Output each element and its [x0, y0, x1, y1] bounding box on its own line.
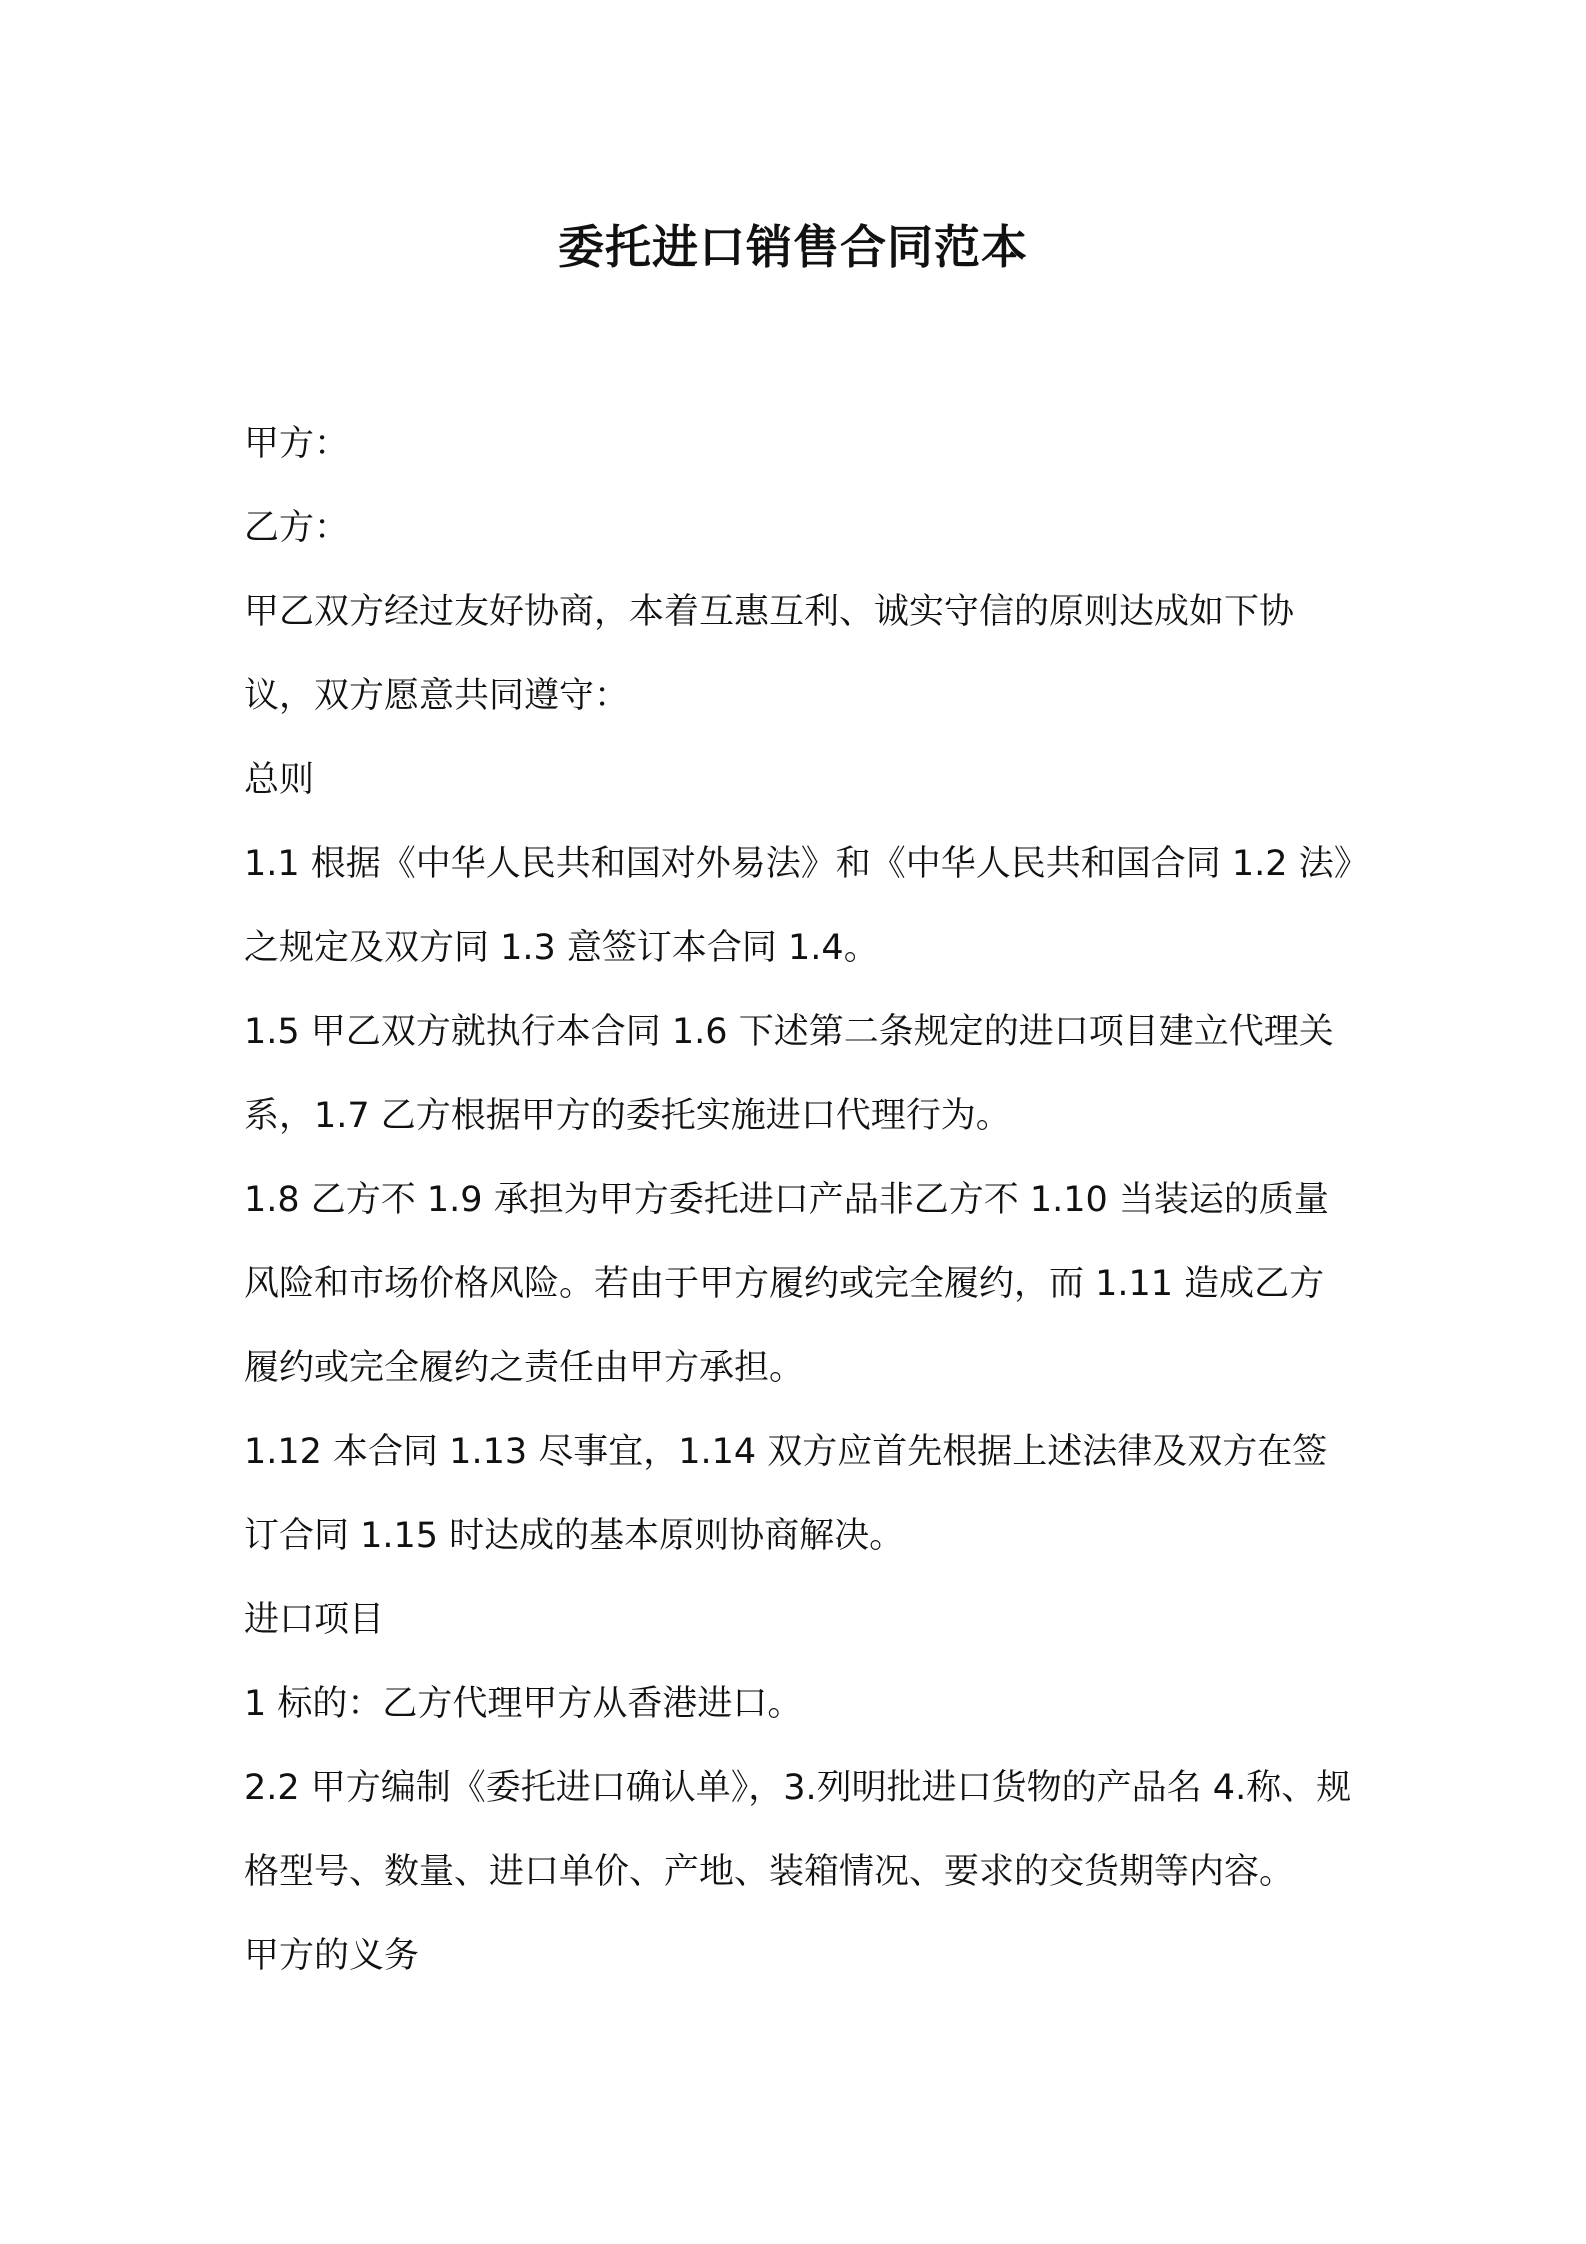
section-heading-party-a-obligations: 甲方的义务: [244, 1936, 420, 1976]
clause-paragraph: 2.2 甲方编制《委托进口确认单》，3.列明批进口货物的产品名 4.称、规格型号、数量、进口单价、产地、装箱情况、要求的交货期等内容。: [244, 1768, 1352, 1892]
document-body: [244, 402, 1354, 1998]
clause-paragraph: 1.5 甲乙双方就执行本合同 1.6 下述第二条规定的进口项目建立代理关系，1.7 乙方根据甲方的委托实施进口代理行为。: [244, 1012, 1334, 1136]
clause-paragraph: 1.1 根据《中华人民共和国对外易法》和《中华人民共和国合同 1.2 法》之规定及双方同 1.3 意签订本合同 1.4。: [244, 844, 1352, 968]
clause-paragraph: 1.12 本合同 1.13 尽事宜，1.14 双方应首先根据上述法律及双方在签订合同 1.15 时达成的基本原则协商解决。: [244, 1432, 1328, 1556]
clause-paragraph: 1.8 乙方不 1.9 承担为甲方委托进口产品非乙方不 1.10 当装运的质量风险和市场价格风险。若由于甲方履约或完全履约，而 1.11 造成乙方履约或完全履约之责任由甲方承担。: [244, 1180, 1329, 1388]
preamble-paragraph: 甲乙双方经过友好协商，本着互惠互利、诚实守信的原则达成如下协议，双方愿意共同遵守：: [244, 592, 1295, 716]
section-heading-general: 总则: [244, 760, 315, 800]
section-heading-import-items: 进口项目: [244, 1600, 385, 1640]
clause-paragraph: 1 标的：乙方代理甲方从香港进口。: [244, 1684, 803, 1724]
document-title: 委托进口销售合同范本: [558, 220, 1028, 274]
party-a-line: 甲方：: [244, 424, 350, 464]
party-b-line: 乙方：: [244, 508, 350, 548]
